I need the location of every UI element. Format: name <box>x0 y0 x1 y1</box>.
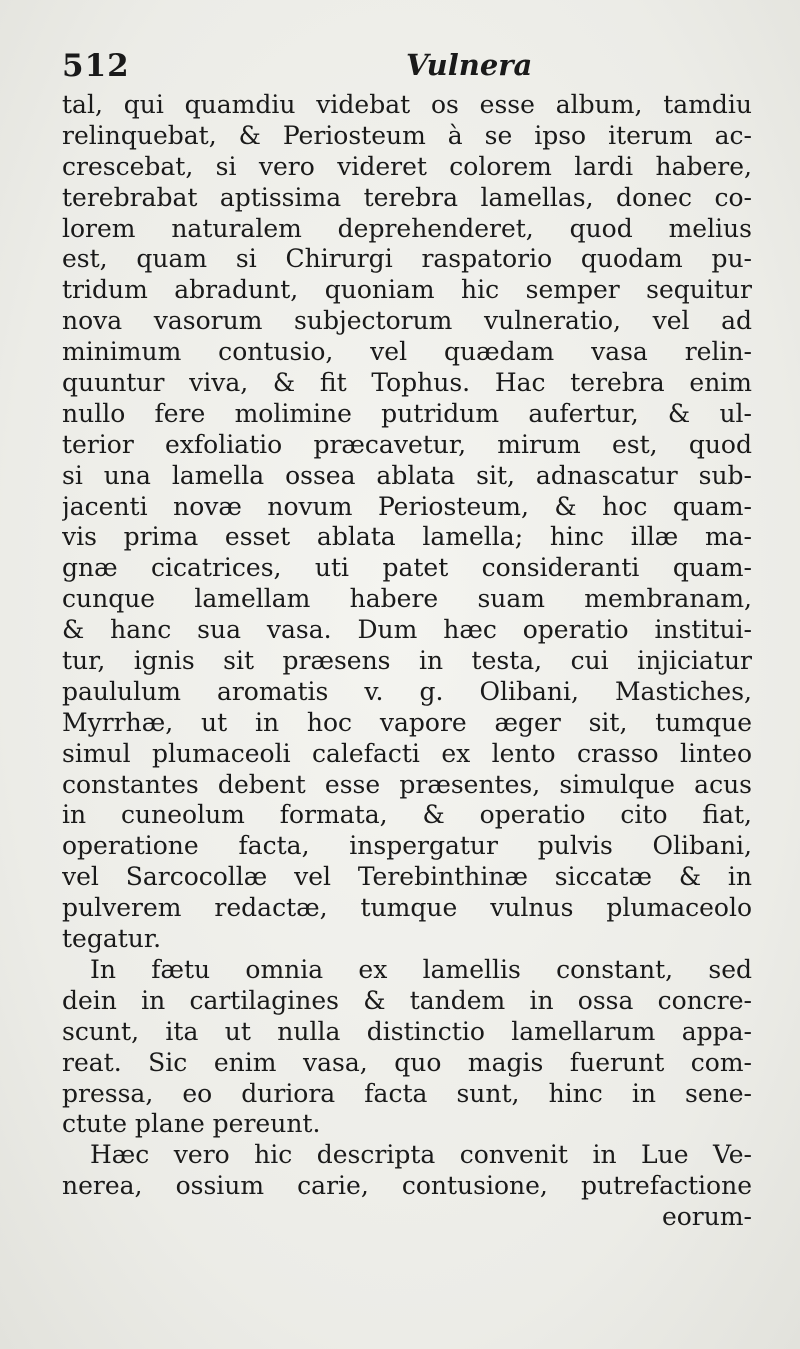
text-line: & hanc sua vasa. Dum hæc operatio institui- <box>62 615 752 645</box>
text-line: constantes debent esse præsentes, simulque acus <box>62 769 752 799</box>
text-line: tur, ignis sit præsens in testa, cui injiciatur <box>62 646 752 676</box>
text-line: minimum contusio, vel quædam vasa relin- <box>62 337 752 367</box>
text-line: jacenti novæ novum Periosteum, & hoc quam- <box>62 491 752 521</box>
text-line: paululum aromatis v. g. Olibani, Mastiches, <box>62 676 752 706</box>
text-line: in cuneolum formata, & operatio cito fiat, <box>62 800 752 830</box>
text-line: scunt, ita ut nulla distinctio lamellarum appa- <box>62 1016 752 1046</box>
text-line: quuntur viva, & fit Tophus. Hac terebra enim <box>62 368 752 398</box>
text-line: operatione facta, inspergatur pulvis Olibani, <box>62 831 752 861</box>
text-line: vel Sarcocollæ vel Terebinthinæ siccatæ & in <box>62 862 752 892</box>
text-line: terebrabat aptissima terebra lamellas, donec co- <box>62 182 752 212</box>
catchword: eorum- <box>661 1202 752 1232</box>
text-line: vis prima esset ablata lamella; hinc illæ ma- <box>62 522 752 552</box>
text-line: tridum abradunt, quoniam hic semper sequitur <box>62 275 752 305</box>
text-line: In fætu omnia ex lamellis constant, sed <box>90 954 752 984</box>
text-line: si una lamella ossea ablata sit, adnascatur sub- <box>62 460 752 490</box>
text-line: relinquebat, & Periosteum à se ipso iterum ac- <box>62 120 752 150</box>
text-line: cunque lamellam habere suam membranam, <box>62 584 752 614</box>
text-line: tegatur. <box>62 924 162 954</box>
page-header <box>60 48 740 90</box>
text-line: est, quam si Chirurgi raspatorio quodam pu- <box>62 244 752 274</box>
running-head: Vulnera <box>406 48 533 82</box>
text-line: nerea, ossium carie, contusione, putrefactione <box>62 1171 752 1201</box>
text-line: Myrrhæ, ut in hoc vapore æger sit, tumque <box>62 707 752 737</box>
text-line: ctute plane pereunt. <box>62 1109 321 1139</box>
text-line: simul plumaceoli calefacti ex lento crasso linteo <box>62 738 752 768</box>
text-line: reat. Sic enim vasa, quo magis fuerunt com- <box>62 1047 752 1077</box>
page-number: 512 <box>62 48 130 84</box>
text-line: nullo fere molimine putridum aufertur, & ul- <box>62 398 752 428</box>
text-line: terior exfoliatio præcavetur, mirum est, quod <box>62 429 752 459</box>
text-line: dein in cartilagines & tandem in ossa concre- <box>62 985 752 1015</box>
text-line: pulverem redactæ, tumque vulnus plumaceolo <box>62 893 752 923</box>
text-line: nova vasorum subjectorum vulneratio, vel ad <box>62 306 752 336</box>
text-line: crescebat, si vero videret colorem lardi habere, <box>62 151 752 181</box>
body-text <box>62 90 752 1233</box>
text-line: Hæc vero hic descripta convenit in Lue Ve- <box>90 1140 752 1170</box>
text-line: tal, qui quamdiu videbat os esse album, tamdiu <box>62 90 752 119</box>
text-line: gnæ cicatrices, uti patet consideranti quam- <box>62 553 752 583</box>
text-line: lorem naturalem deprehenderet, quod melius <box>62 213 752 243</box>
text-line: pressa, eo duriora facta sunt, hinc in sene- <box>62 1078 752 1108</box>
